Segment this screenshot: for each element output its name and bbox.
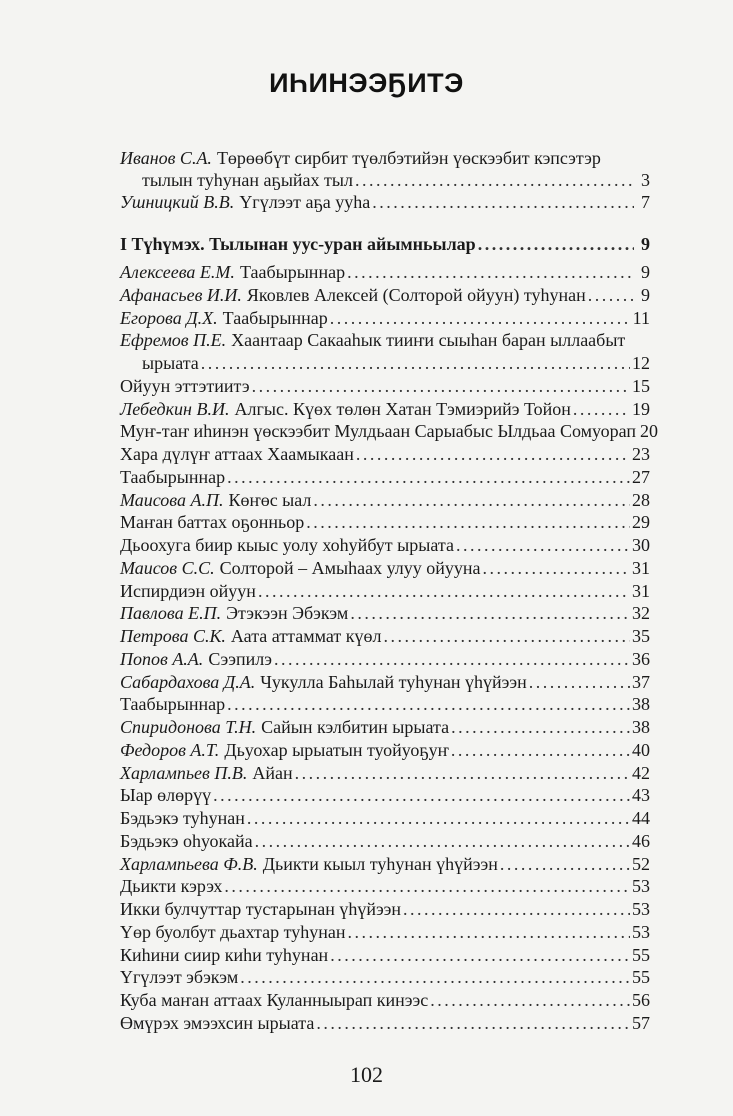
entry-page: 9: [641, 262, 650, 282]
entry-page: 28: [632, 489, 650, 510]
toc-entry: [120, 739, 650, 761]
entry-page: 37: [632, 671, 650, 692]
entry-title: Икки булчуттар тустарынан үһүйээн: [120, 899, 402, 919]
entry-author: Маисов С.С.: [120, 557, 215, 578]
toc-entry: [142, 352, 650, 374]
entry-page: 38: [632, 717, 650, 737]
entry-title: Дьикти кыыл туһунан үһүйээн: [262, 853, 498, 874]
entry-author: Спиридонова Т.Н.: [120, 717, 257, 737]
entry-title: Аата аттаммат күөл: [230, 626, 382, 646]
dot-leader: [306, 511, 630, 533]
entry-author: Павлова Е.П.: [120, 603, 222, 624]
dot-leader: [330, 944, 630, 966]
dot-leader: [588, 284, 634, 306]
dot-leader: [330, 307, 631, 329]
entry-page: 53: [632, 876, 650, 897]
entry-page: 52: [632, 853, 650, 874]
toc-entry: [120, 443, 650, 465]
entry-title: Сээпилэ: [208, 648, 272, 669]
entry-title: Хаантаар Сакааһык тииҥи сыыһан баран ыллаабыт: [231, 330, 626, 351]
dot-leader: [355, 169, 634, 191]
entry-title: Хара дүлүҥ аттаах Хаамыкаан: [120, 444, 354, 464]
entry-page: 35: [632, 626, 650, 646]
dot-leader: [430, 989, 630, 1011]
dot-leader: [451, 739, 630, 761]
toc-entry: [120, 511, 650, 533]
entry-author: Харлампьева Ф.В.: [120, 853, 258, 874]
toc-entry: [120, 762, 650, 784]
entry-title: Муҥ-таҥ иһинэн үөскээбит Мулдьаан Сарыабыс Ылдьаа Сомуорап: [120, 421, 636, 442]
entry-title: Алгыс. Күөх төлөн Хатан Тэмиэрийэ Тойон: [234, 398, 571, 419]
entry-page: 44: [632, 808, 650, 828]
entry-author: Лебедкин В.И.: [120, 398, 230, 419]
toc-entry: [120, 375, 650, 397]
entry-page: 29: [632, 512, 650, 533]
dot-leader: [213, 784, 630, 806]
dot-leader: [252, 375, 630, 397]
dot-leader: [258, 580, 630, 602]
entry-title: Ыар өлөрүү: [120, 785, 212, 806]
toc-entry: [120, 716, 650, 738]
entry-author: Афанасьев И.И.: [120, 284, 242, 305]
dot-leader: [247, 807, 630, 829]
entry-title: Дьуохар ырыатын туойуоҕуҥ: [224, 739, 449, 760]
entry-page: 42: [632, 762, 650, 783]
page-title: ИҺИНЭЭҔИТЭ: [269, 68, 464, 98]
toc-entry: [120, 420, 658, 442]
entry-title: ырыата: [142, 353, 199, 373]
entry-page: 53: [632, 921, 650, 942]
entry-title: Таабырыннар: [120, 694, 226, 715]
toc-entry: [120, 284, 650, 306]
entry-title: Этэкээн Эбэкэм: [226, 603, 349, 624]
toc-entry: [120, 807, 650, 829]
entry-author: Алексеева Е.М.: [120, 262, 235, 282]
dot-leader: [356, 443, 630, 465]
toc-entry: [120, 648, 650, 670]
entry-title: Дьоохуга биир кыыс уолу хоһуйбут ырыата: [120, 535, 454, 555]
entry-page: 31: [632, 580, 650, 601]
dot-leader: [255, 830, 630, 852]
toc-entry: [120, 147, 650, 169]
dot-leader: [227, 693, 630, 715]
entry-title: Солторой – Амыһаах улуу ойууна: [219, 557, 481, 578]
entry-title: Үгүлээт аҕа ууһа: [239, 192, 371, 212]
entry-title: Үгүлээт эбэкэм: [120, 967, 239, 988]
entry-title: Маҥан баттах оҕонньор: [120, 512, 305, 533]
entry-author: Егорова Д.Х.: [120, 307, 218, 328]
toc-entry: [120, 898, 650, 920]
entry-page: 36: [632, 648, 650, 669]
entry-page: 57: [632, 1012, 650, 1033]
toc-entry: [120, 191, 650, 213]
toc-entry: [120, 671, 650, 693]
toc-entry: [120, 830, 650, 852]
dot-leader: [500, 853, 630, 875]
entry-title: Бэдьэкэ оһуокайа: [120, 830, 253, 851]
toc-entry: [120, 329, 650, 351]
entry-author: Петрова С.К.: [120, 626, 226, 646]
entry-author: Иванов С.А.: [120, 148, 212, 168]
toc-entry: [120, 693, 650, 715]
entry-title: I Түһүмэх. Тылынан уус-уран айымньылар: [120, 234, 476, 254]
dot-leader: [384, 625, 630, 647]
entry-page: 27: [632, 466, 650, 487]
entry-title: Таабырыннар: [239, 262, 346, 282]
toc-entry: [120, 989, 650, 1011]
entry-title: Яковлев Алексей (Солторой ойуун) туһунан: [246, 284, 586, 305]
dot-leader: [372, 191, 634, 213]
toc-entry: [120, 784, 650, 806]
entry-title: Ойуун эттэтиитэ: [120, 375, 250, 396]
entry-title: Сайын кэлбитин ырыата: [261, 717, 450, 737]
toc-entry: [120, 875, 650, 897]
entry-page: 55: [632, 944, 650, 965]
dot-leader: [478, 233, 634, 255]
entry-author: Федоров А.Т.: [120, 739, 220, 760]
toc-entry: [120, 307, 650, 329]
entry-page: 53: [632, 899, 650, 919]
toc-entry: [120, 853, 650, 875]
entry-page: 15: [632, 375, 650, 396]
toc-entry: [120, 1012, 650, 1034]
toc-entry: [120, 625, 650, 647]
entry-author: Попов А.А.: [120, 648, 204, 669]
dot-leader: [295, 762, 630, 784]
entry-title: Бэдьэкэ туһунан: [120, 808, 245, 828]
dot-leader: [240, 966, 630, 988]
entry-author: Сабардахова Д.А.: [120, 671, 256, 692]
entry-title: Айан: [252, 762, 293, 783]
dot-leader: [573, 398, 630, 420]
dot-leader: [529, 671, 630, 693]
entry-page: 56: [632, 990, 650, 1010]
dot-leader: [224, 875, 630, 897]
toc-entry: [120, 557, 650, 579]
entry-page: 12: [632, 353, 650, 373]
toc-entry: [120, 398, 650, 420]
entry-title: Үөр буолбут дьахтар туһунан: [120, 921, 346, 942]
entry-page: 3: [641, 170, 650, 190]
dot-leader: [347, 921, 630, 943]
entry-title: Киһини сиир киһи туһунан: [120, 944, 329, 965]
entry-page: 38: [632, 694, 650, 715]
entry-title: Чукулла Баһылай туһунан үһүйээн: [260, 671, 527, 692]
toc-entry: [120, 944, 650, 966]
entry-page: 40: [632, 739, 650, 760]
entry-page: 46: [632, 830, 650, 851]
entry-author: Ефремов П.Е.: [120, 330, 227, 351]
entry-author: Ушницкий В.В.: [120, 192, 235, 212]
entry-page: 23: [632, 444, 650, 464]
page-number: 102: [350, 1062, 383, 1087]
toc-entry: [120, 580, 650, 602]
dot-leader: [316, 1012, 630, 1034]
entry-page: 55: [632, 967, 650, 988]
dot-leader: [227, 466, 630, 488]
toc-entry: [120, 921, 650, 943]
toc-entry: [120, 966, 650, 988]
entry-page: 30: [632, 535, 650, 555]
toc-entry: [120, 261, 650, 283]
dot-leader: [201, 352, 630, 374]
entry-author: Харлампьев П.В.: [120, 762, 248, 783]
toc-entry: [120, 466, 650, 488]
entry-page: 31: [632, 557, 650, 578]
entry-page: 9: [641, 284, 650, 305]
entry-page: 9: [641, 234, 650, 254]
entry-title: Көҥөс ыал: [228, 489, 312, 510]
dot-leader: [456, 534, 630, 556]
entry-title: Дьикти кэрэх: [120, 876, 223, 897]
toc-entry: [120, 602, 650, 624]
dot-leader: [483, 557, 630, 579]
entry-author: Маисова А.П.: [120, 489, 224, 510]
entry-page: 11: [632, 307, 650, 328]
entry-title: Өмүрэх эмээхсин ырыата: [120, 1012, 315, 1033]
entry-page: 43: [632, 785, 650, 806]
entry-page: 32: [632, 603, 650, 624]
entry-page: 7: [641, 192, 650, 212]
toc-entry: [120, 489, 650, 511]
dot-leader: [313, 489, 630, 511]
entry-page: 19: [632, 398, 650, 419]
toc-entry: [142, 169, 650, 191]
dot-leader: [274, 648, 630, 670]
dot-leader: [451, 716, 630, 738]
entry-title: тылын туһунан аҕыйах тыл: [142, 170, 353, 190]
dot-leader: [350, 602, 630, 624]
entry-page: 20: [639, 421, 658, 442]
toc-entry: [120, 233, 650, 255]
dot-leader: [403, 898, 630, 920]
entry-title: Испирдиэн ойуун: [120, 580, 256, 601]
entry-title: Куба маҥан аттаах Куланныырап кинээс: [120, 990, 429, 1010]
entry-title: Таабырыннар: [222, 307, 328, 328]
dot-leader: [347, 261, 634, 283]
entry-title: Таабырыннар: [120, 466, 226, 487]
entry-title: Төрөөбүт сирбит түөлбэтийэн үөскээбит кэпсэтэр: [216, 148, 601, 168]
toc-entry: [120, 534, 650, 556]
